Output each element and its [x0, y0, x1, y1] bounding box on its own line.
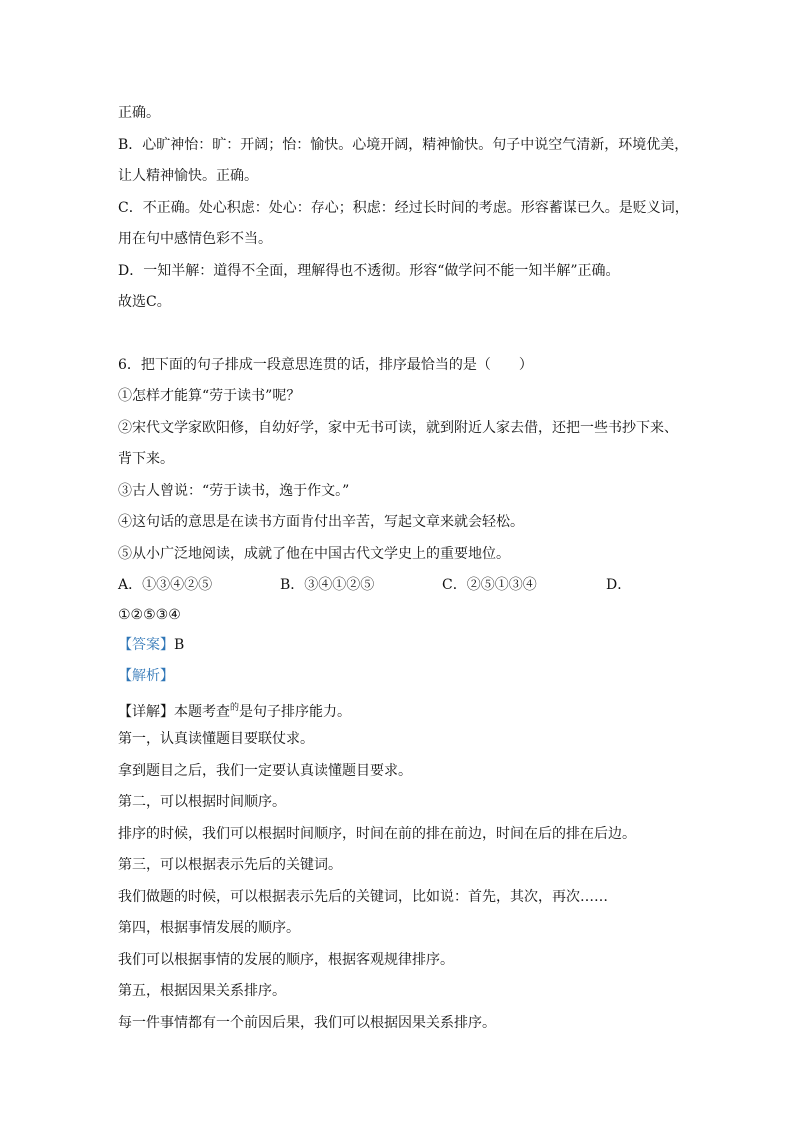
- answer-value: B: [174, 637, 185, 653]
- analysis-tag: [118, 666, 174, 686]
- option-c-explanation: C．不正确。处心积虑：处心：存心；积虑：经过长时间的考虑。形容蓄谋已久。是贬义词，: [118, 200, 689, 216]
- sentence-3: ③古人曾说：“劳于读书，逸于作文。”: [118, 483, 350, 499]
- sentence-1: ①怎样才能算“劳于读书”呢？: [118, 388, 301, 404]
- answer-tag: 【答案】: [118, 637, 174, 653]
- step-3-heading: 第三，可以根据表示先后的关键词。: [118, 857, 342, 873]
- step-2-heading: 第二，可以根据时间顺序。: [118, 794, 286, 810]
- detail-tag: 【详解】: [118, 704, 174, 720]
- step-1-heading: 第一，认真读懂题目要联仗求。: [118, 731, 314, 747]
- detail-superscript: 的: [230, 703, 240, 713]
- detail-text-a: 本题考查: [174, 704, 230, 720]
- step-4-heading: 第四，根据事情发展的顺序。: [118, 920, 300, 936]
- detail-line: [118, 698, 351, 722]
- option-b-explanation-cont: 让人精神愉快。正确。: [118, 168, 258, 184]
- detail-text-b: 是句子排序能力。: [239, 704, 352, 720]
- option-b-explanation: B．心旷神怡：旷：开阔；怡：愉快。心境开阔，精神愉快。句子中说空气清新，环境优美，: [118, 137, 689, 153]
- question-6-stem: 6．把下面的句子排成一段意思连贯的话，排序最恰当的是（ ）: [118, 357, 533, 373]
- step-4-text: 我们可以根据事情的发展的顺序，根据客观规律排序。: [118, 952, 454, 968]
- option-d-explanation: D．一知半解：道得不全面，理解得也不透彻。形容“做学问不能一知半解”正确。: [118, 263, 620, 279]
- option-a: A．①③④②⑤: [118, 577, 213, 593]
- option-d-value: ①②⑤③④: [118, 607, 181, 623]
- step-1-text: 拿到题目之后，我们一定要认真读懂题目要求。: [118, 763, 412, 779]
- prev-answer-line: 正确。: [118, 105, 160, 121]
- prev-conclusion: 故选C。: [118, 294, 171, 310]
- sentence-2: ②宋代文学家欧阳修，自幼好学，家中无书可读，就到附近人家去借，还把一些书抄下来、: [118, 420, 678, 436]
- analysis-tag-text: 【解析】: [118, 668, 174, 684]
- option-b: B．③④①②⑤: [280, 577, 375, 593]
- step-2-text: 排序的时候，我们可以根据时间顺序，时间在前的排在前边，时间在后的排在后边。: [118, 826, 636, 842]
- answer-line: [118, 635, 184, 655]
- option-d-label: D．: [606, 577, 632, 593]
- sentence-5: ⑤从小广泛地阅读，成就了他在中国古代文学史上的重要地位。: [118, 546, 510, 562]
- step-5-text: 每一件事情都有一个前因后果，我们可以根据因果关系排序。: [118, 1015, 496, 1031]
- sentence-4: ④这句话的意思是在读书方面肯付出辛苦，写起文章来就会轻松。: [118, 514, 524, 530]
- option-c-explanation-cont: 用在句中感情色彩不当。: [118, 231, 272, 247]
- step-3-text: 我们做题的时候，可以根据表示先后的关键词，比如说：首先，其次，再次……: [118, 889, 608, 905]
- step-5-heading: 第五，根据因果关系排序。: [118, 983, 286, 999]
- option-c: C．②⑤①③④: [442, 577, 537, 593]
- sentence-2-cont: 背下来。: [118, 451, 174, 467]
